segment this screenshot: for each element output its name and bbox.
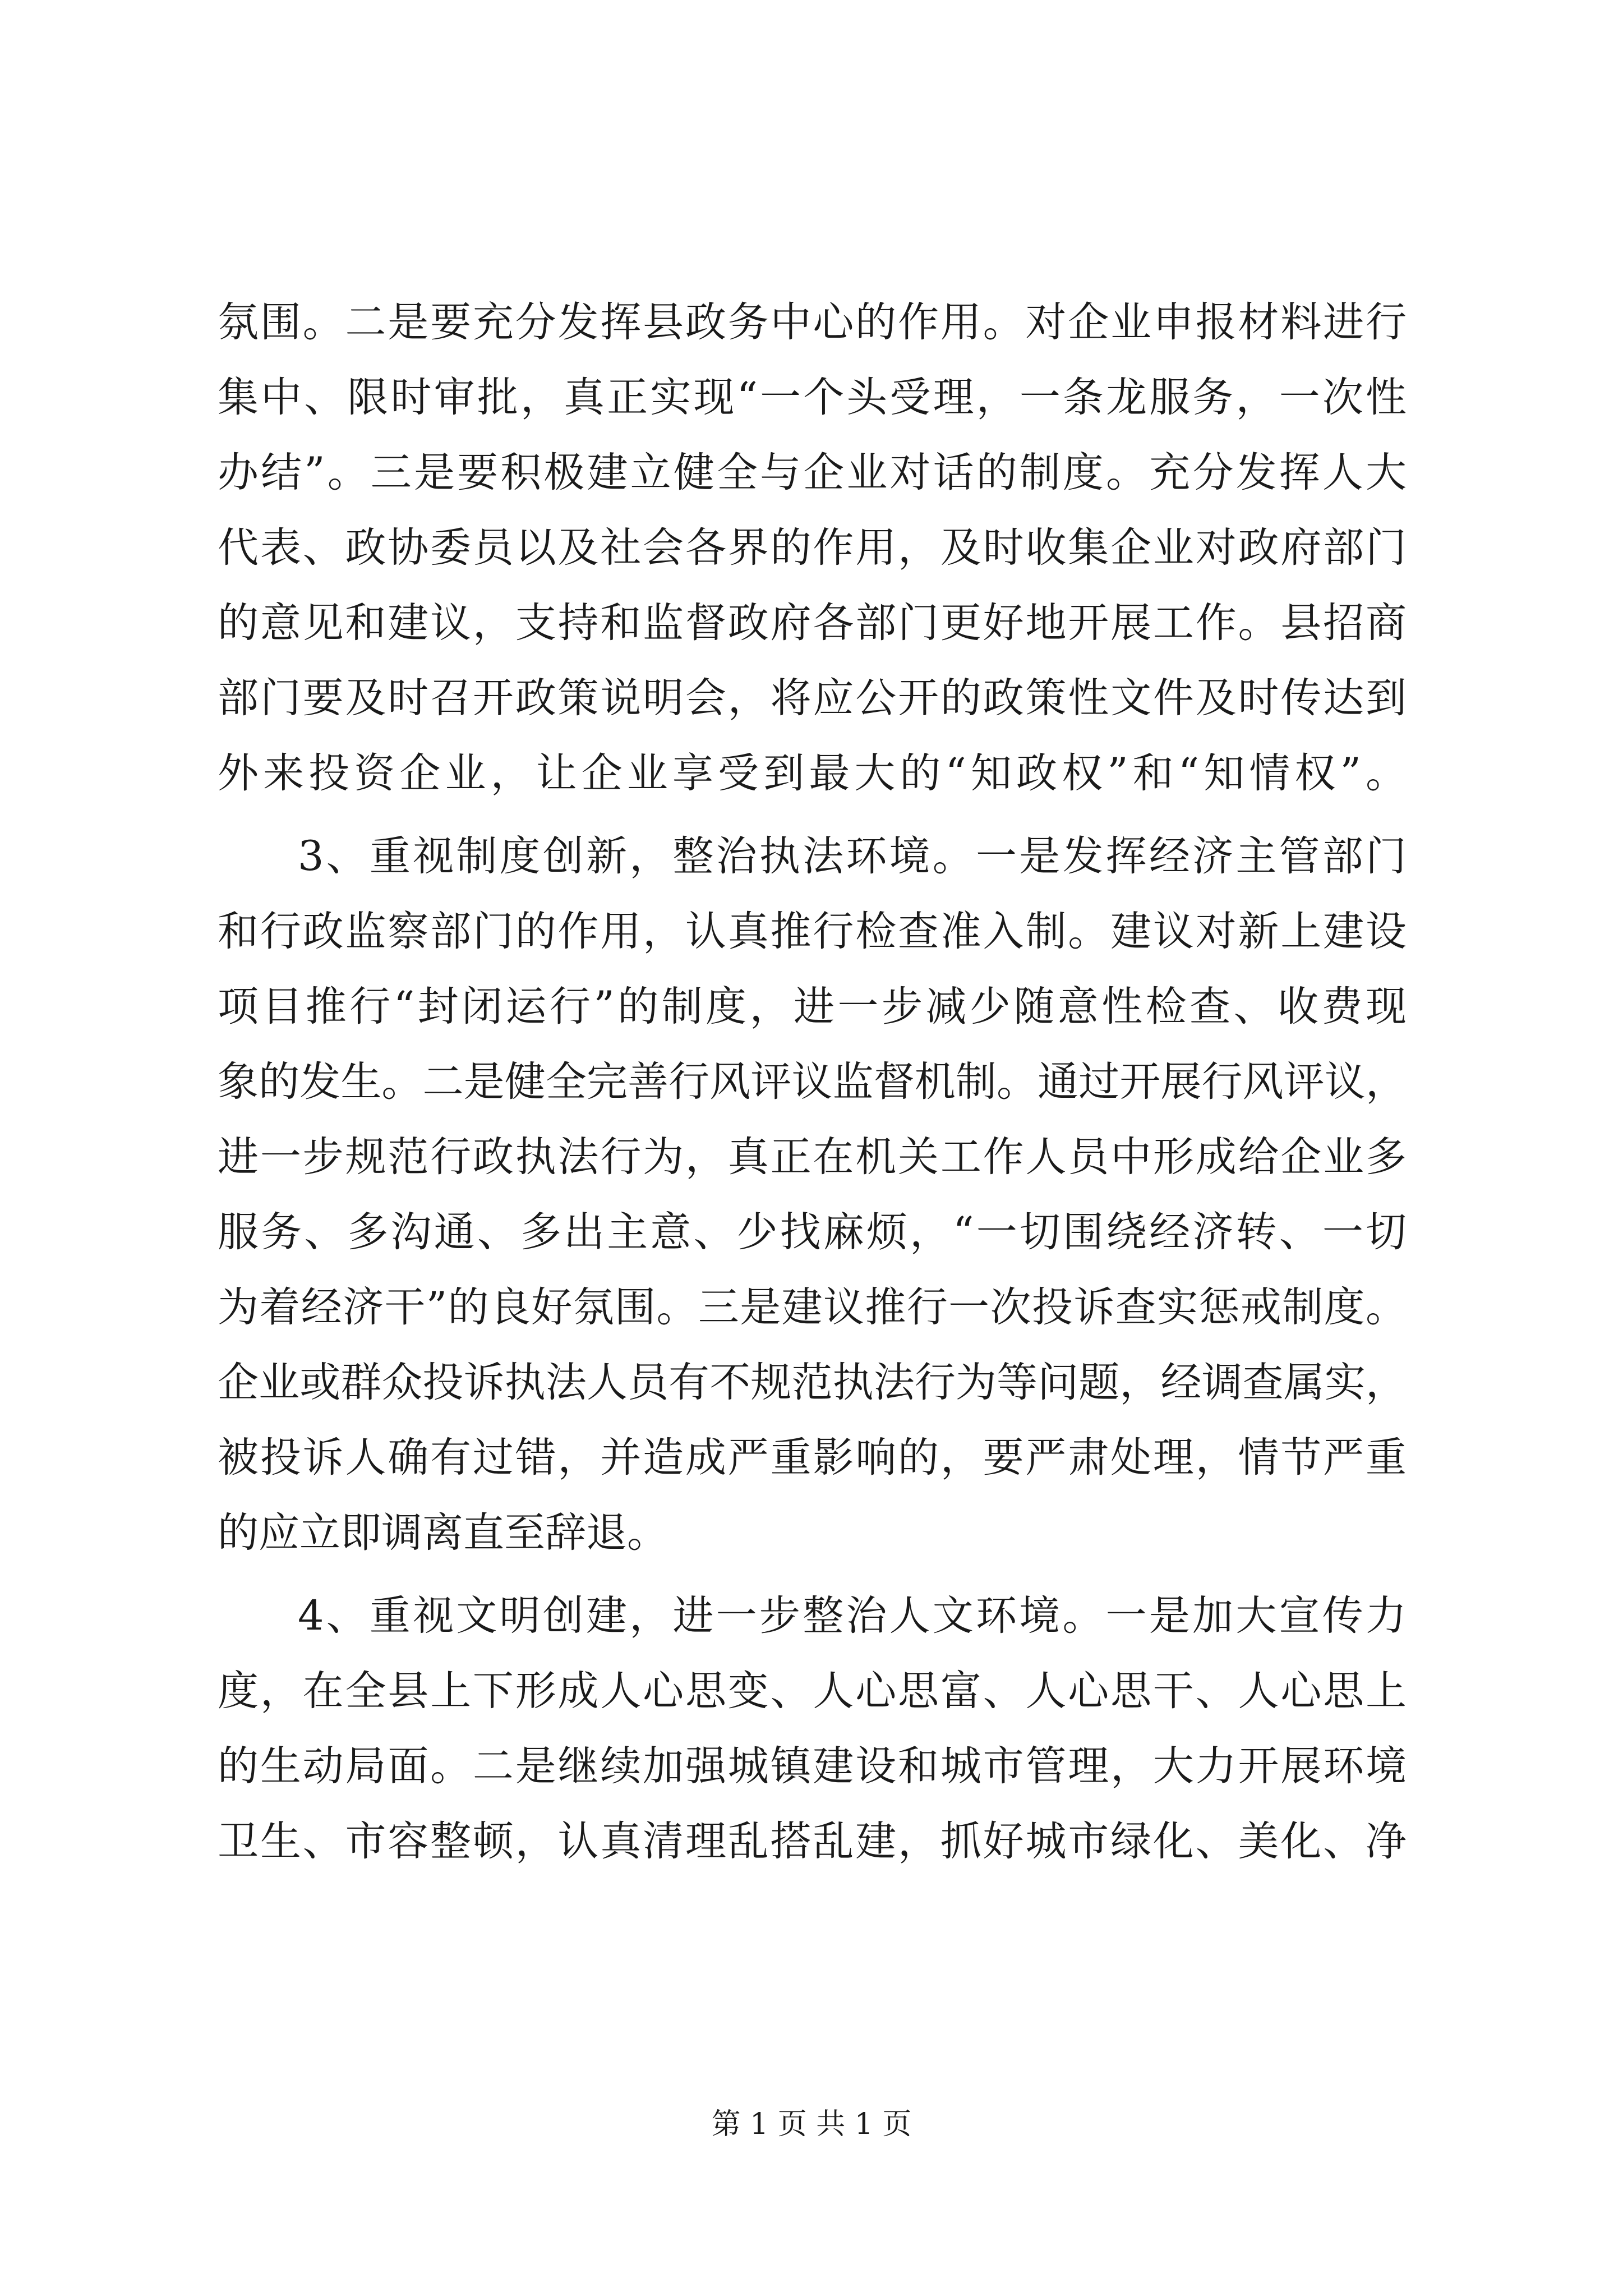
text-line: 为着经济干”的良好氛围。三是建议推行一次投诉查实惩戒制度。 xyxy=(218,1283,1407,1331)
text-line: 企业或群众投诉执法人员有不规范执法行为等问题，经调查属实， xyxy=(218,1359,1407,1406)
text-line: 项目推行“封闭运行”的制度，进一步减少随意性检查、收费现 xyxy=(218,983,1407,1030)
text-line: 被投诉人确有过错，并造成严重影响的，要严肃处理，情节严重 xyxy=(218,1434,1407,1481)
text-line: 象的发生。二是健全完善行风评议监督机制。通过开展行风评议， xyxy=(218,1058,1407,1106)
document-body xyxy=(218,285,1407,1879)
text-line: 代表、政协委员以及社会各界的作用，及时收集企业对政府部门 xyxy=(218,524,1407,572)
text-line: 外来投资企业，让企业享受到最大的“知政权”和“知情权”。 xyxy=(218,749,1407,797)
paragraph-first-line: 3、重视制度创新，整治执法环境。一是发挥经济主管部门 xyxy=(298,832,1407,880)
text-line: 的意见和建议，支持和监督政府各部门更好地开展工作。县招商 xyxy=(218,599,1407,647)
text-line: 进一步规范行政执法行为，真正在机关工作人员中形成给企业多 xyxy=(218,1133,1407,1181)
text-line: 集中、限时审批，真正实现“一个头受理，一条龙服务，一次性 xyxy=(218,374,1407,421)
text-line: 和行政监察部门的作用，认真推行检查准入制。建议对新上建设 xyxy=(218,908,1407,955)
page-number-footer: 第 1 页 共 1 页 xyxy=(711,2108,912,2141)
text-line: 度，在全县上下形成人心思变、人心思富、人心思干、人心思上 xyxy=(218,1667,1407,1715)
paragraph-first-line: 4、重视文明创建，进一步整治人文环境。一是加大宣传力 xyxy=(298,1592,1407,1640)
paragraph-gap xyxy=(218,811,1407,819)
paragraph-gap xyxy=(218,1571,1407,1579)
text-line: 的应立即调离直至辞退。 xyxy=(218,1509,668,1557)
text-line: 的生动局面。二是继续加强城镇建设和城市管理，大力开展环境 xyxy=(218,1742,1407,1790)
text-line: 办结”。三是要积极建立健全与企业对话的制度。充分发挥人大 xyxy=(218,449,1407,496)
text-line: 卫生、市容整顿，认真清理乱搭乱建，抓好城市绿化、美化、净 xyxy=(218,1818,1407,1865)
text-line: 服务、多沟通、多出主意、少找麻烦，“一切围绕经济转、一切 xyxy=(218,1208,1407,1256)
text-line: 氛围。二是要充分发挥县政务中心的作用。对企业申报材料进行 xyxy=(218,298,1407,346)
text-line: 部门要及时召开政策说明会，将应公开的政策性文件及时传达到 xyxy=(218,674,1407,722)
